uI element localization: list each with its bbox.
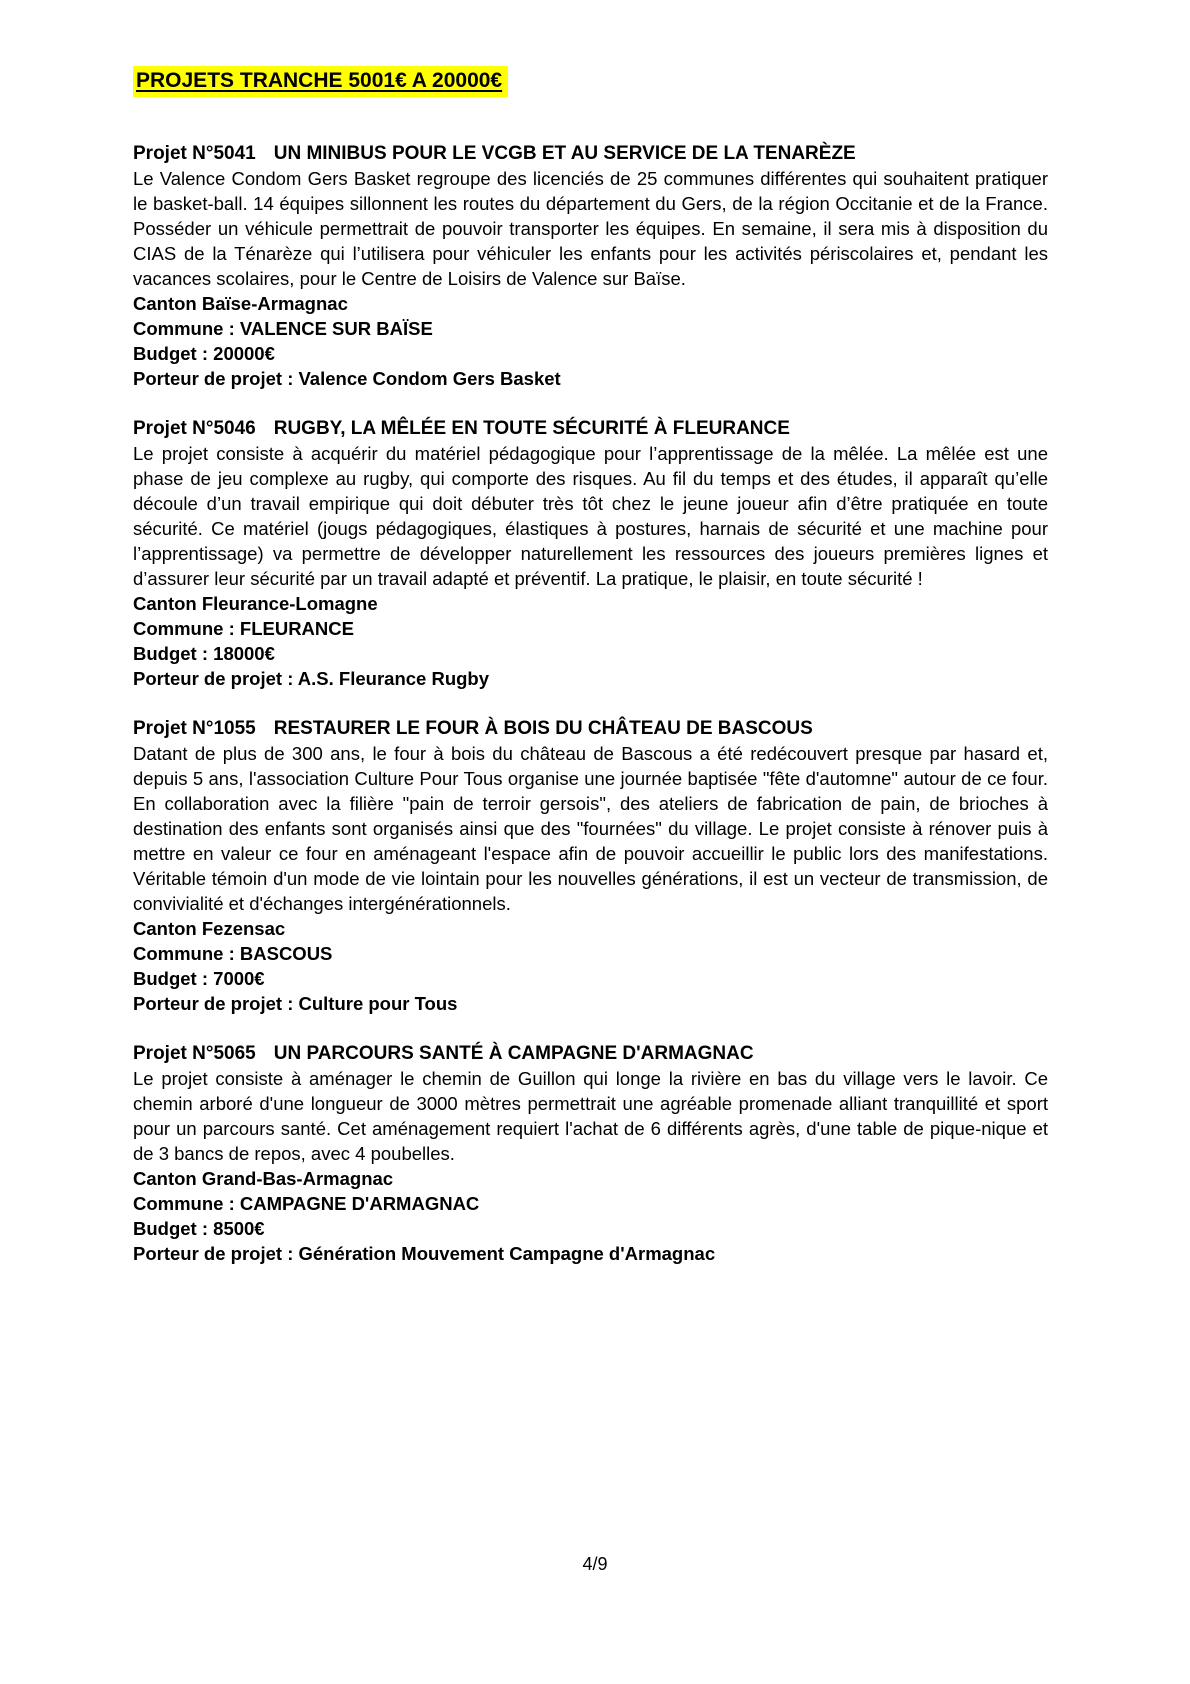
project-number: Projet N°5046 (133, 418, 256, 440)
project-block (133, 716, 1048, 1016)
commune-line: Commune : BASCOUS (133, 943, 333, 965)
project-block (133, 1041, 1048, 1266)
commune-line: Commune : VALENCE SUR BAÏSE (133, 318, 433, 340)
porteur-line: Porteur de projet : Valence Condom Gers Basket (133, 368, 561, 390)
porteur-line: Porteur de projet : A.S. Fleurance Rugby (133, 668, 490, 690)
budget-line: Budget : 18000€ (133, 643, 275, 665)
project-header (133, 141, 1048, 166)
canton-line: Canton Fezensac (133, 918, 286, 940)
project-header (133, 1041, 1048, 1066)
page-content (133, 66, 1048, 1266)
project-number: Projet N°5065 (133, 1043, 256, 1065)
page-number-footer: 4/9 (582, 1554, 608, 1574)
project-description: Datant de plus de 300 ans, le four à bois du château de Bascous a été redécouvert presque par hasard et, depuis 5 ans, l'association Culture Pour Tous organise une journée baptisée "fête d'automne" autour de ce four. En collaboration avec la filière "pain de terroir gersois", des ateliers de fabrication de pain, de brioches à destination des enfants sont organisés ainsi que des "fournées" du village. Le projet consiste à rénover puis à mettre en valeur ce four en aménageant l'espace afin de pouvoir accueillir le public lors des manifestations. Véritable témoin d'un mode de vie lointain pour les nouvelles générations, il est un vecteur de transmission, de convivialité et d'échanges intergénérationnels. (133, 743, 1048, 915)
document-title: PROJETS TRANCHE 5001€ A 20000€ (133, 66, 508, 97)
canton-line: Canton Grand-Bas-Armagnac (133, 1168, 394, 1190)
commune-line: Commune : FLEURANCE (133, 618, 354, 640)
project-number: Projet N°5041 (133, 143, 256, 165)
project-title: UN MINIBUS POUR LE VCGB ET AU SERVICE DE LA TENARÈZE (273, 143, 856, 165)
budget-line: Budget : 20000€ (133, 343, 275, 365)
porteur-line: Porteur de projet : Culture pour Tous (133, 993, 458, 1015)
project-title: RESTAURER LE FOUR À BOIS DU CHÂTEAU DE BASCOUS (273, 718, 813, 740)
project-title: RUGBY, LA MÊLÉE EN TOUTE SÉCURITÉ À FLEURANCE (273, 418, 790, 440)
project-description: Le projet consiste à aménager le chemin de Guillon qui longe la rivière en bas du village vers le lavoir. Ce chemin arboré d'une longueur de 3000 mètres permettrait une agréable promenade alliant tranquillité et sport pour un parcours santé. Cet aménagement requiert l'achat de 6 différents agrès, d'une table de pique-nique et de 3 bancs de repos, avec 4 poubelles. (133, 1068, 1048, 1165)
project-header (133, 716, 1048, 741)
canton-line: Canton Baïse-Armagnac (133, 293, 348, 315)
project-description: Le projet consiste à acquérir du matériel pédagogique pour l’apprentissage de la mêlée. La mêlée est une phase de jeu complexe au rugby, qui comporte des risques. Au fil du temps et des études, il apparaît qu’elle découle d’un travail empirique qui doit débuter très tôt chez le jeune joueur afin d’être pratiquée en toute sécurité. Ce matériel (jougs pédagogiques, élastiques à postures, harnais de sécurité et une machine pour l’apprentissage) va permettre de développer naturellement les ressources des joueurs premières lignes et d’assurer leur sécurité par un travail adapté et préventif. La pratique, le plaisir, en toute sécurité ! (133, 443, 1048, 590)
budget-line: Budget : 7000€ (133, 968, 265, 990)
project-description: Le Valence Condom Gers Basket regroupe des licenciés de 25 communes différentes qui souhaitent pratiquer le basket-ball. 14 équipes sillonnent les routes du département du Gers, de la région Occitanie et de la France. Posséder un véhicule permettrait de pouvoir transporter les équipes. En semaine, il sera mis à disposition du CIAS de la Ténarèze qui l’utilisera pour véhiculer les enfants pour les activités périscolaires et, pendant les vacances scolaires, pour le Centre de Loisirs de Valence sur Baïse. (133, 168, 1048, 290)
project-number: Projet N°1055 (133, 718, 256, 740)
budget-line: Budget : 8500€ (133, 1218, 265, 1240)
canton-line: Canton Fleurance-Lomagne (133, 593, 378, 615)
project-header (133, 416, 1048, 441)
commune-line: Commune : CAMPAGNE D'ARMAGNAC (133, 1193, 480, 1215)
project-title: UN PARCOURS SANTÉ À CAMPAGNE D'ARMAGNAC (273, 1043, 754, 1065)
project-block (133, 141, 1048, 391)
porteur-line: Porteur de projet : Génération Mouvement Campagne d'Armagnac (133, 1243, 716, 1265)
project-block (133, 416, 1048, 691)
